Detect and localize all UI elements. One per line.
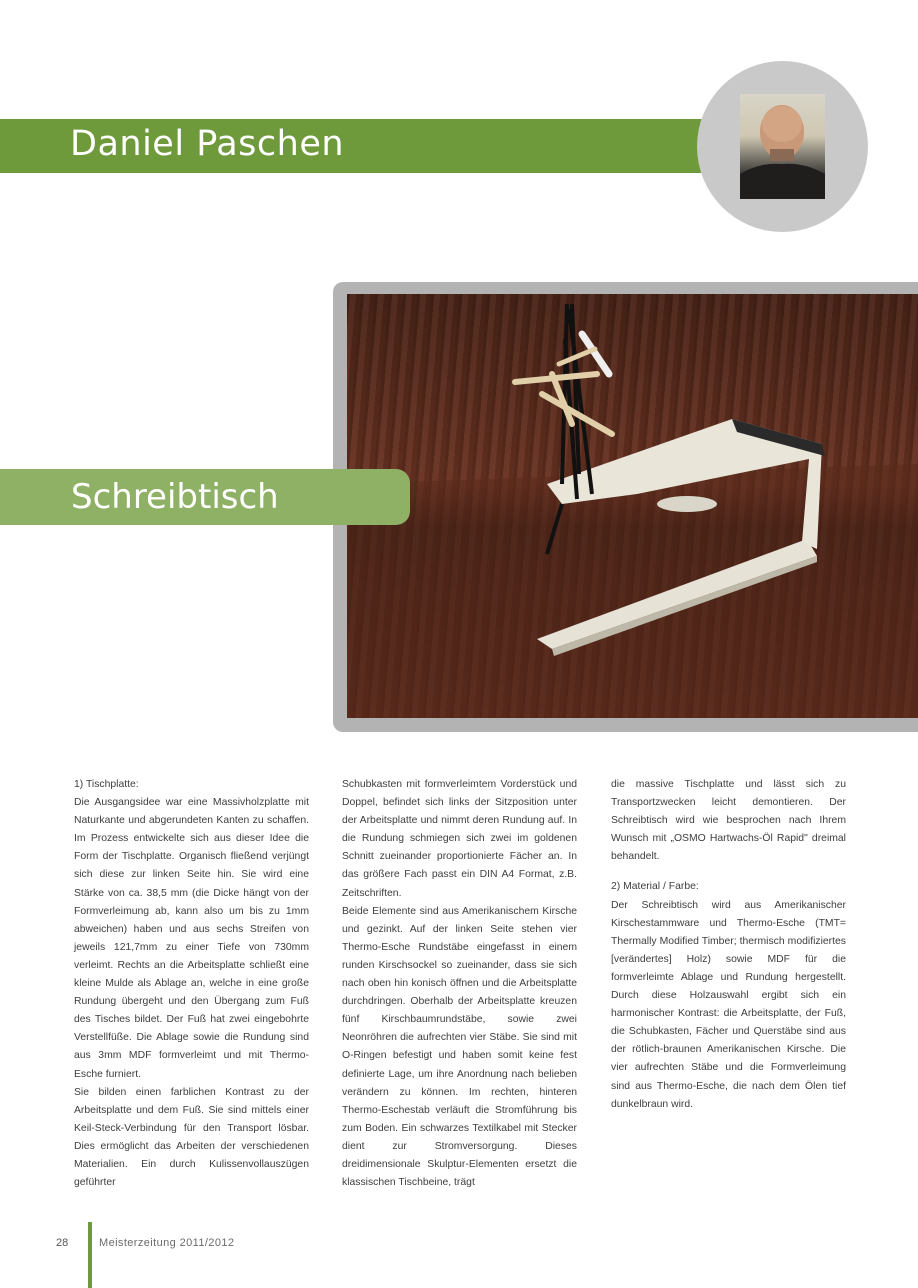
paragraph: Sie bilden einen farblichen Kontrast zu der Arbeitsplatte und dem Fuß. Sie sind mittels einer Keil-Steck-Verbindung für den Transport lösbar. Dies ermöglicht das Arbeiten der verschiedenen Materialien. Ein durch Kulissenvollauszügen geführter: [74, 1086, 309, 1189]
paragraph: Schubkasten mit formverleimtem Vorderstück und Doppel, befindet sich links der Sitzposition unter der Arbeitsplatte und nimmt deren Rundung auf. In die Rundung schmiegen sich zwei im goldenen Schnitt zueinander proportionierte Fächer an. In das größere Fach passt ein DIN A4 Format, z.B. Zeitschriften.: [342, 779, 577, 899]
section-title: Schreibtisch: [71, 477, 279, 517]
paragraph: Der Schreibtisch wird aus Amerikanischer Kirschestammware und Thermo-Esche (TMT= Thermally Modified Timber; thermisch modifiziertes [verändertes] Holz) sowie MDF für die formverleimte Ablage und Rundung hergestellt. Durch diese Holzauswahl ergibt sich ein harmonischer Kontrast: die Arbeitsplatte, der Fuß, die Schubkasten, Fächer und Querstäbe sind aus der rötlich-braunen Amerikanischen Kirsche. Die vier aufrechten Stäbe und die Formverleimung sind aus Thermo-Esche, die nach dem Ölen tief dunkelbraun wird.: [611, 899, 846, 1110]
page-number: 28: [56, 1237, 69, 1249]
author-portrait: [740, 94, 825, 199]
heading-tischplatte: 1) Tischplatte:: [74, 779, 139, 790]
publication-name: Meisterzeitung 2011/2012: [99, 1237, 235, 1249]
author-name: Daniel Paschen: [70, 124, 345, 164]
paragraph: die massive Tischplatte und lässt sich zu Transportzwecken leicht demontieren. Der Schreibtisch wird wie besprochen nach Ihrem Wunsch mit „OSMO Hartwachs-Öl Rapid" dreimal behandelt.: [611, 779, 846, 863]
text-column-1: [74, 776, 309, 1192]
desk-model-photo: [347, 294, 918, 718]
heading-material: 2) Material / Farbe:: [611, 881, 699, 893]
footer-accent-bar: [88, 1222, 92, 1288]
text-column-3: [611, 776, 846, 1114]
text-column-2: [342, 776, 577, 1192]
paragraph: Beide Elemente sind aus Amerikanischem Kirsche und gezinkt. Auf der linken Seite stehen vier Thermo-Esche Rundstäbe eingefasst in einem runden Kirschsockel so zueinander, dass sie sich nach oben hin konisch öffnen und die Arbeitsplatte durchdringen. Oberhalb der Arbeitsplatte kreuzen fünf Kirschbaumrundstäbe, sowie zwei Neonröhren die aufrechten vier Stäbe. Sie sind mit O-Ringen befestigt und haben somit keine fest definierte Lage, um ihre Anordnung nach belieben verändern zu können. Im rechten, hinteren Thermo-Eschestab verläuft die Stromführung bis zum Boden. Ein schwarzes Textilkabel mit Stecker dient zur Stromversorgung. Dieses dreidimensionale Skulptur-Elementen ersetzt die klassischen Tischbeine, trägt: [342, 905, 577, 1189]
paragraph: Die Ausgangsidee war eine Massivholzplatte mit Naturkante und abgerundeten Kanten zu schaffen. Im Prozess entwickelte sich aus dieser Idee die Form der Tischplatte. Organisch fließend verjüngt sich diese zur linken Seite hin. Sie wird eine Stärke von ca. 38,5 mm (die Dicke hängt von der Formverleimung ab, kann also um bis zu 1mm abweichen) haben und aus sechs Streifen von jeweils 121,7mm zu einer Tiefe von 730mm verleimt. Rechts an die Arbeitsplatte schließt eine kleine Mulde als Ablage an, welche in eine große Rundung übergeht und den Übergang zum Fuß des Tisches bildet. Der Fuß hat zwei eingebohrte Verstellfüße. Die Ablage sowie die Rundung sind aus 3mm MDF formverleimt und mit Thermo-Esche furniert.: [74, 797, 309, 1080]
